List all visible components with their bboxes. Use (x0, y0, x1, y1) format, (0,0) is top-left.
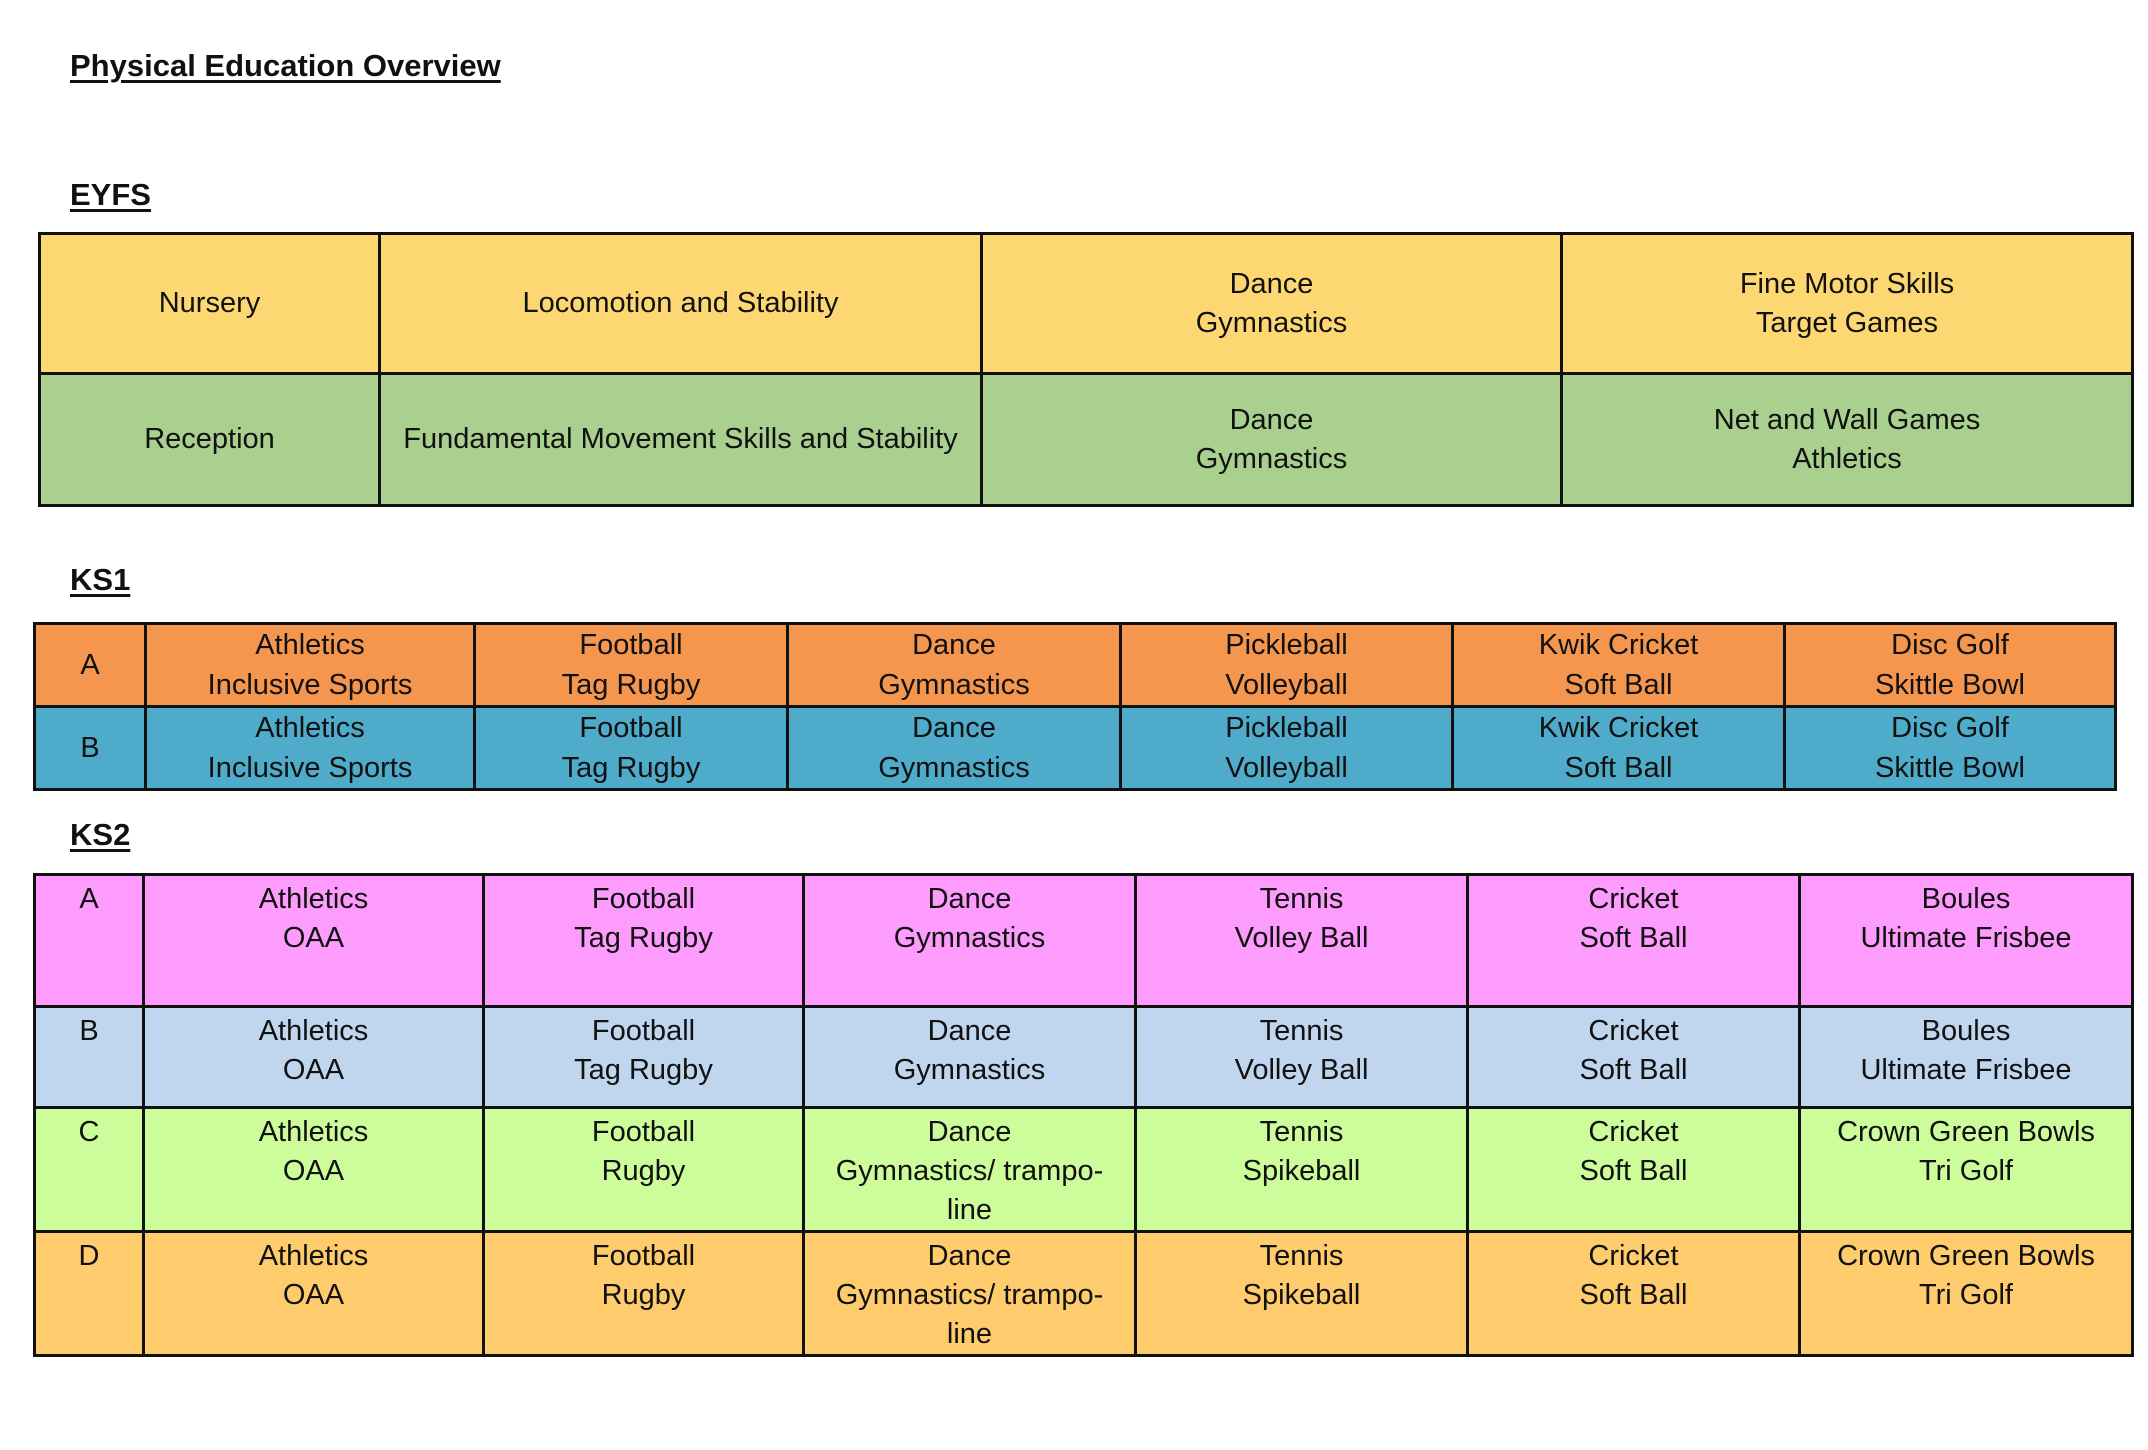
cell-text: B (79, 1015, 99, 1047)
cell-text: line (946, 1194, 993, 1226)
table-cell (1800, 1232, 2133, 1356)
table-cell (1800, 1007, 2133, 1108)
cell-text: Football (579, 629, 683, 661)
table-cell (804, 1108, 1136, 1232)
cell-text: Soft Ball (1579, 1155, 1688, 1187)
cell-text: OAA (282, 1279, 345, 1311)
cell-text: Athletics (258, 1116, 369, 1148)
cell-text: Soft Ball (1564, 669, 1673, 701)
cell-text: OAA (282, 922, 345, 954)
cell-text: Football (591, 1240, 696, 1272)
cell-text: Locomotion and Stability (522, 287, 839, 319)
table-cell (1468, 1108, 1800, 1232)
cell-text: Kwik Cricket (1538, 629, 1699, 661)
cell-text: Dance (927, 1015, 1012, 1047)
ks1-heading: KS1 (70, 562, 131, 597)
cell-text: Gymnastics (1195, 306, 1348, 339)
row-label (35, 624, 146, 707)
cell-text: Fundamental Movement Skills and Stability (403, 423, 958, 455)
table-cell (144, 1108, 484, 1232)
cell-text: Dance (912, 712, 996, 744)
cell-text: Boules (1921, 883, 2011, 915)
row-label (40, 234, 380, 374)
row-label (35, 1007, 144, 1108)
cell-text: Crown Green Bowls (1837, 1240, 2095, 1272)
table-cell (144, 1232, 484, 1356)
cell-text: Athletics (255, 712, 365, 744)
table-cell (1800, 1108, 2133, 1232)
table-row (40, 374, 2133, 506)
table-cell (804, 875, 1136, 1007)
cell-text: C (78, 1116, 100, 1148)
table-cell (1800, 875, 2133, 1007)
cell-text: OAA (282, 1155, 345, 1187)
cell-text: Volley Ball (1234, 1054, 1369, 1086)
row-label (35, 1232, 144, 1356)
cell-text: Gymnastics/ trampo- (835, 1279, 1104, 1311)
table-cell (380, 234, 982, 374)
table-cell (982, 374, 1562, 506)
cell-text: Pickleball (1225, 629, 1348, 661)
row-label (35, 1108, 144, 1232)
table-cell (146, 624, 475, 707)
table-cell (1121, 624, 1453, 707)
cell-text: Soft Ball (1579, 922, 1688, 954)
table-cell (1468, 1232, 1800, 1356)
cell-text: Crown Green Bowls (1837, 1116, 2095, 1148)
cell-text: Soft Ball (1579, 1054, 1688, 1086)
cell-text: A (80, 649, 100, 681)
cell-text: Disc Golf (1891, 712, 2009, 744)
eyfs-table (38, 232, 2134, 507)
cell-text: Volleyball (1225, 669, 1348, 701)
cell-text: Dance (927, 1240, 1012, 1272)
cell-text: Dance (1229, 267, 1314, 300)
cell-text: Tag Rugby (561, 752, 701, 784)
cell-text: Rugby (601, 1155, 686, 1187)
cell-text: Ultimate Frisbee (1860, 1054, 2072, 1086)
cell-text: line (946, 1318, 993, 1350)
cell-text: Football (591, 883, 696, 915)
cell-text: Gymnastics (878, 669, 1030, 701)
cell-text: Volley Ball (1234, 922, 1369, 954)
cell-text: Skittle Bowl (1875, 752, 2025, 784)
cell-text: Gymnastics/ trampo- (835, 1155, 1104, 1187)
cell-text: Spikeball (1242, 1279, 1361, 1311)
ks1-table (33, 622, 2117, 791)
cell-text: Gymnastics (878, 752, 1030, 784)
cell-text: Spikeball (1242, 1155, 1361, 1187)
cell-text: Athletics (255, 629, 365, 661)
cell-text: Inclusive Sports (207, 669, 413, 701)
cell-text: Gymnastics (1195, 442, 1348, 475)
cell-text: Dance (927, 1116, 1012, 1148)
cell-text: Net and Wall Games (1713, 403, 1981, 436)
table-cell (982, 234, 1562, 374)
table-cell (1562, 234, 2133, 374)
table-cell (1121, 707, 1453, 790)
table-cell (1136, 1232, 1468, 1356)
table-cell (1562, 374, 2133, 506)
cell-text: A (79, 883, 99, 915)
table-cell (484, 1232, 804, 1356)
table-row (35, 875, 2133, 1007)
table-cell (1468, 875, 1800, 1007)
table-row (35, 624, 2116, 707)
ks2-table (33, 873, 2134, 1357)
table-cell (1453, 707, 1785, 790)
table-cell (788, 624, 1121, 707)
eyfs-heading: EYFS (70, 177, 151, 212)
table-cell (475, 624, 788, 707)
table-cell (380, 374, 982, 506)
cell-text: Tag Rugby (561, 669, 701, 701)
table-row (40, 234, 2133, 374)
row-label (40, 374, 380, 506)
cell-text: Tennis (1259, 1015, 1344, 1047)
cell-text: Soft Ball (1579, 1279, 1688, 1311)
cell-text: OAA (282, 1054, 345, 1086)
cell-text: Kwik Cricket (1538, 712, 1699, 744)
cell-text: Cricket (1588, 883, 1679, 915)
cell-text: Football (579, 712, 683, 744)
cell-text: Disc Golf (1891, 629, 2009, 661)
table-cell (1136, 1007, 1468, 1108)
cell-text: Dance (912, 629, 996, 661)
cell-text: B (80, 732, 100, 764)
table-cell (475, 707, 788, 790)
cell-text: Tag Rugby (574, 1054, 713, 1086)
cell-text: Nursery (158, 287, 261, 319)
cell-text: Dance (927, 883, 1012, 915)
table-row (35, 1232, 2133, 1356)
table-cell (1453, 624, 1785, 707)
cell-text: Athletics (1792, 442, 1902, 475)
cell-text: Tennis (1259, 1116, 1344, 1148)
cell-text: Volleyball (1225, 752, 1348, 784)
table-row (35, 707, 2116, 790)
table-cell (788, 707, 1121, 790)
table-cell (804, 1007, 1136, 1108)
table-cell (484, 1108, 804, 1232)
table-cell (1136, 1108, 1468, 1232)
cell-text: Skittle Bowl (1875, 669, 2025, 701)
cell-text: Tag Rugby (574, 922, 713, 954)
table-row (35, 1108, 2133, 1232)
cell-text: Cricket (1588, 1015, 1679, 1047)
row-label (35, 707, 146, 790)
table-cell (144, 875, 484, 1007)
cell-text: Ultimate Frisbee (1860, 922, 2072, 954)
cell-text: Dance (1229, 403, 1314, 436)
cell-text: Athletics (258, 1240, 369, 1272)
cell-text: Tennis (1259, 1240, 1344, 1272)
cell-text: Football (591, 1116, 696, 1148)
page-title: Physical Education Overview (70, 48, 501, 83)
cell-text: Target Games (1755, 306, 1939, 339)
cell-text: Pickleball (1225, 712, 1348, 744)
cell-text: Gymnastics (893, 1054, 1046, 1086)
table-cell (1785, 624, 2116, 707)
cell-text: Cricket (1588, 1116, 1679, 1148)
cell-text: Athletics (258, 1015, 369, 1047)
cell-text: Boules (1921, 1015, 2011, 1047)
cell-text: Soft Ball (1564, 752, 1673, 784)
cell-text: Gymnastics (893, 922, 1046, 954)
cell-text: Football (591, 1015, 696, 1047)
ks2-heading: KS2 (70, 817, 131, 852)
row-label (35, 875, 144, 1007)
cell-text: Athletics (258, 883, 369, 915)
cell-text: Tennis (1259, 883, 1344, 915)
cell-text: Fine Motor Skills (1739, 267, 1955, 300)
table-cell (804, 1232, 1136, 1356)
table-cell (144, 1007, 484, 1108)
table-cell (1468, 1007, 1800, 1108)
cell-text: Rugby (601, 1279, 686, 1311)
table-row (35, 1007, 2133, 1108)
table-cell (484, 1007, 804, 1108)
cell-text: Reception (144, 423, 275, 455)
cell-text: Tri Golf (1919, 1279, 2013, 1311)
cell-text: D (78, 1240, 100, 1272)
table-cell (484, 875, 804, 1007)
table-cell (1785, 707, 2116, 790)
cell-text: Inclusive Sports (207, 752, 413, 784)
cell-text: Tri Golf (1919, 1155, 2013, 1187)
table-cell (146, 707, 475, 790)
table-cell (1136, 875, 1468, 1007)
cell-text: Cricket (1588, 1240, 1679, 1272)
